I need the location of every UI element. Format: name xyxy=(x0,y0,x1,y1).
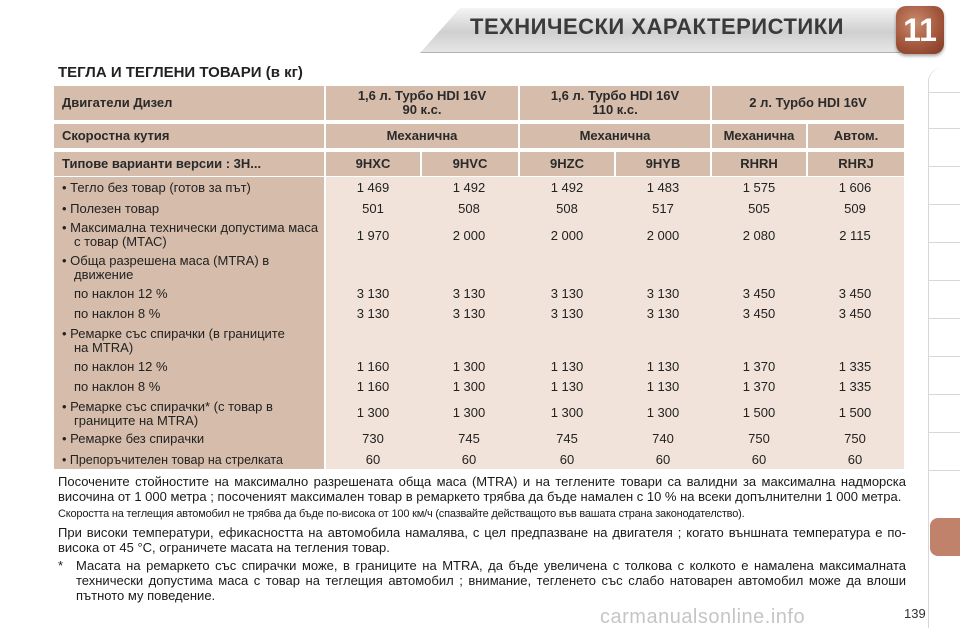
variant-9hvc: 9HVC xyxy=(422,152,518,176)
cell-value: 60 xyxy=(655,452,671,467)
cell-value: 2 000 xyxy=(550,228,584,243)
engine-header-1 xyxy=(326,86,518,120)
gearbox-1: Механична xyxy=(326,124,518,148)
cell-value: 3 450 xyxy=(838,306,872,321)
gearbox-4: Автом. xyxy=(808,124,904,148)
cell-value: 745 xyxy=(556,431,578,446)
footnote-mark: * xyxy=(58,558,64,573)
notes-section xyxy=(58,474,906,603)
side-tab[interactable] xyxy=(928,356,960,357)
cell-value: 3 130 xyxy=(356,306,390,321)
variant-9hyb: 9HYB xyxy=(616,152,710,176)
cell-value: 1 300 xyxy=(550,405,584,420)
variants-header-label: Типове варианти версии : 3H... xyxy=(54,152,324,176)
chapter-title: ТЕХНИЧЕСКИ ХАРАКТЕРИСТИКИ xyxy=(470,14,844,39)
cell-value: 1 370 xyxy=(742,379,776,394)
cell-value: 1 300 xyxy=(452,359,486,374)
engine-2-line2: 110 к.с. xyxy=(592,102,638,117)
cell-value: 1 300 xyxy=(452,379,486,394)
cell-value: 1 575 xyxy=(742,180,776,195)
cell-value: 509 xyxy=(844,201,866,216)
variant-rhrj: RHRJ xyxy=(808,152,904,176)
cell-value: 2 000 xyxy=(452,228,486,243)
cell-value: 1 300 xyxy=(452,405,486,420)
cell-value: 508 xyxy=(458,201,480,216)
cell-value: 1 160 xyxy=(356,379,390,394)
row-label-mtra-slope-12: по наклон 12 % xyxy=(74,286,168,301)
row-label-braked-trailer: • Ремарке със спирачки (в границите на МТRA) xyxy=(62,326,285,355)
cell-value: 750 xyxy=(844,431,866,446)
engine-header-3: 2 л. Турбо HDI 16V xyxy=(712,86,904,120)
side-tab[interactable] xyxy=(928,394,960,395)
cell-value: 1 370 xyxy=(742,359,776,374)
cell-value: 517 xyxy=(652,201,674,216)
cell-value: 1 130 xyxy=(646,379,680,394)
cell-value: 1 970 xyxy=(356,228,390,243)
chapter-number-badge: 11 xyxy=(896,6,944,54)
side-tab[interactable] xyxy=(928,318,960,319)
cell-value: 1 300 xyxy=(646,405,680,420)
variant-rhrh: RHRH xyxy=(712,152,806,176)
cell-value: 2 000 xyxy=(646,228,680,243)
row-label-braked-slope-12: по наклон 12 % xyxy=(74,359,168,374)
cell-value: 730 xyxy=(362,431,384,446)
side-tab-active-chapter-11[interactable] xyxy=(930,518,960,556)
watermark: carmanualsonline.info xyxy=(600,606,806,628)
gearbox-2: Механична xyxy=(520,124,710,148)
cell-value: 2 115 xyxy=(839,228,871,243)
row-label-mtra: • Обща разрешена маса (МТRA) в движение xyxy=(62,253,270,282)
side-tab[interactable] xyxy=(928,128,960,129)
row-label-braked-slope-8: по наклон 8 % xyxy=(74,379,161,394)
cell-value: 750 xyxy=(748,431,770,446)
cell-value: 60 xyxy=(461,452,477,467)
section-title: ТЕГЛА И ТЕГЛЕНИ ТОВАРИ (в кг) xyxy=(58,64,303,81)
cell-value: 3 130 xyxy=(452,286,486,301)
cell-value: 3 450 xyxy=(838,286,872,301)
cell-value: 745 xyxy=(458,431,480,446)
table-body-values-bg xyxy=(326,177,904,469)
variant-9hxc: 9HXC xyxy=(326,152,420,176)
cell-value: 501 xyxy=(362,201,384,216)
cell-value: 3 450 xyxy=(742,306,776,321)
side-tab[interactable] xyxy=(928,166,960,167)
cell-value: 60 xyxy=(559,452,575,467)
cell-value: 1 130 xyxy=(550,359,584,374)
cell-value: 1 500 xyxy=(742,405,776,420)
cell-value: 60 xyxy=(365,452,381,467)
variant-9hzc: 9HZC xyxy=(520,152,614,176)
cell-value: 1 500 xyxy=(838,405,872,420)
cell-value: 1 335 xyxy=(838,359,872,374)
note-temperature: При високи температури, ефикасността на автомобила намалява, с цел предпазване на двигателя ; когато външната температура е по-висока от 45 °С, ограничете масата на тегления товар. xyxy=(58,525,906,555)
cell-value: 3 130 xyxy=(356,286,390,301)
note-altitude: Посочените стойностите на максимално разрешената обща маса (МТRA) и на теглените товари са валидни за максимална надморска височина от 1 000 метра ; посоченият максимален товар в ремаркето трябва да бъде намален с 10 % на всеки допълнителни 1 000 метра. xyxy=(58,474,906,504)
note-speed: Скоростта на теглещия автомобил не трябва да бъде по-висока от 100 км/ч (спазвайте действащото във вашата страна законодателство). xyxy=(58,508,745,520)
cell-value: 505 xyxy=(748,201,770,216)
cell-value: 1 160 xyxy=(356,359,390,374)
engine-1-line2: 90 к.с. xyxy=(402,102,442,117)
side-tab[interactable] xyxy=(928,92,960,93)
cell-value: 60 xyxy=(847,452,863,467)
side-tab[interactable] xyxy=(928,204,960,205)
cell-value: 1 483 xyxy=(646,180,680,195)
cell-value: 60 xyxy=(751,452,767,467)
row-label-braked-trailer-loaded: • Ремарке със спирачки* (с товар в границите на МТRA) xyxy=(62,399,273,428)
cell-value: 2 080 xyxy=(742,228,776,243)
cell-value: 3 130 xyxy=(452,306,486,321)
cell-value: 1 130 xyxy=(646,359,680,374)
engine-header-2 xyxy=(520,86,710,120)
cell-value: 1 492 xyxy=(550,180,584,195)
cell-value: 3 130 xyxy=(646,286,680,301)
gearbox-3: Механична xyxy=(712,124,806,148)
cell-value: 1 130 xyxy=(550,379,584,394)
cell-value: 3 130 xyxy=(550,286,584,301)
cell-value: 740 xyxy=(652,431,674,446)
cell-value: 3 130 xyxy=(646,306,680,321)
row-label-unbraked-trailer: • Ремарке без спирачки xyxy=(62,431,205,446)
cell-value: 3 130 xyxy=(550,306,584,321)
cell-value: 1 606 xyxy=(838,180,872,195)
cell-value: 1 469 xyxy=(356,180,390,195)
side-tab[interactable] xyxy=(928,242,960,243)
engine-header-label: Двигатели Дизел xyxy=(54,86,324,120)
side-tab[interactable] xyxy=(928,470,960,471)
row-label-mtra-slope-8: по наклон 8 % xyxy=(74,306,161,321)
side-tab[interactable] xyxy=(928,280,960,281)
cell-value: 1 335 xyxy=(838,379,872,394)
side-tab[interactable] xyxy=(928,432,960,433)
row-label-mtac: • Максимална технически допустима маса с товар (МТАС) xyxy=(62,220,319,249)
cell-value: 3 450 xyxy=(742,286,776,301)
page-number: 139 xyxy=(904,606,926,621)
row-label-payload: • Полезен товар xyxy=(62,201,160,216)
row-label-curb-weight: • Тегло без товар (готов за път) xyxy=(62,180,251,195)
row-label-nose-weight: • Препоръчителен товар на стрелката xyxy=(62,453,283,467)
engine-2-line1: 1,6 л. Турбо HDI 16V xyxy=(550,88,680,103)
cell-value: 1 300 xyxy=(356,405,390,420)
footnote xyxy=(58,558,906,603)
engine-1-line1: 1,6 л. Турбо HDI 16V xyxy=(357,88,487,103)
cell-value: 508 xyxy=(556,201,578,216)
cell-value: 1 492 xyxy=(452,180,486,195)
footnote-text: Масата на ремаркето със спирачки може, в границите на МТRA, да бъде увеличена с толкова с колкото е намалена максималната технически допустима маса с товар на теглещия автомобил ; внимание, тегленето със слабо натоварен автомобил може да влоши пътното му поведение. xyxy=(76,558,906,603)
gearbox-header-label: Скоростна кутия xyxy=(54,124,324,148)
